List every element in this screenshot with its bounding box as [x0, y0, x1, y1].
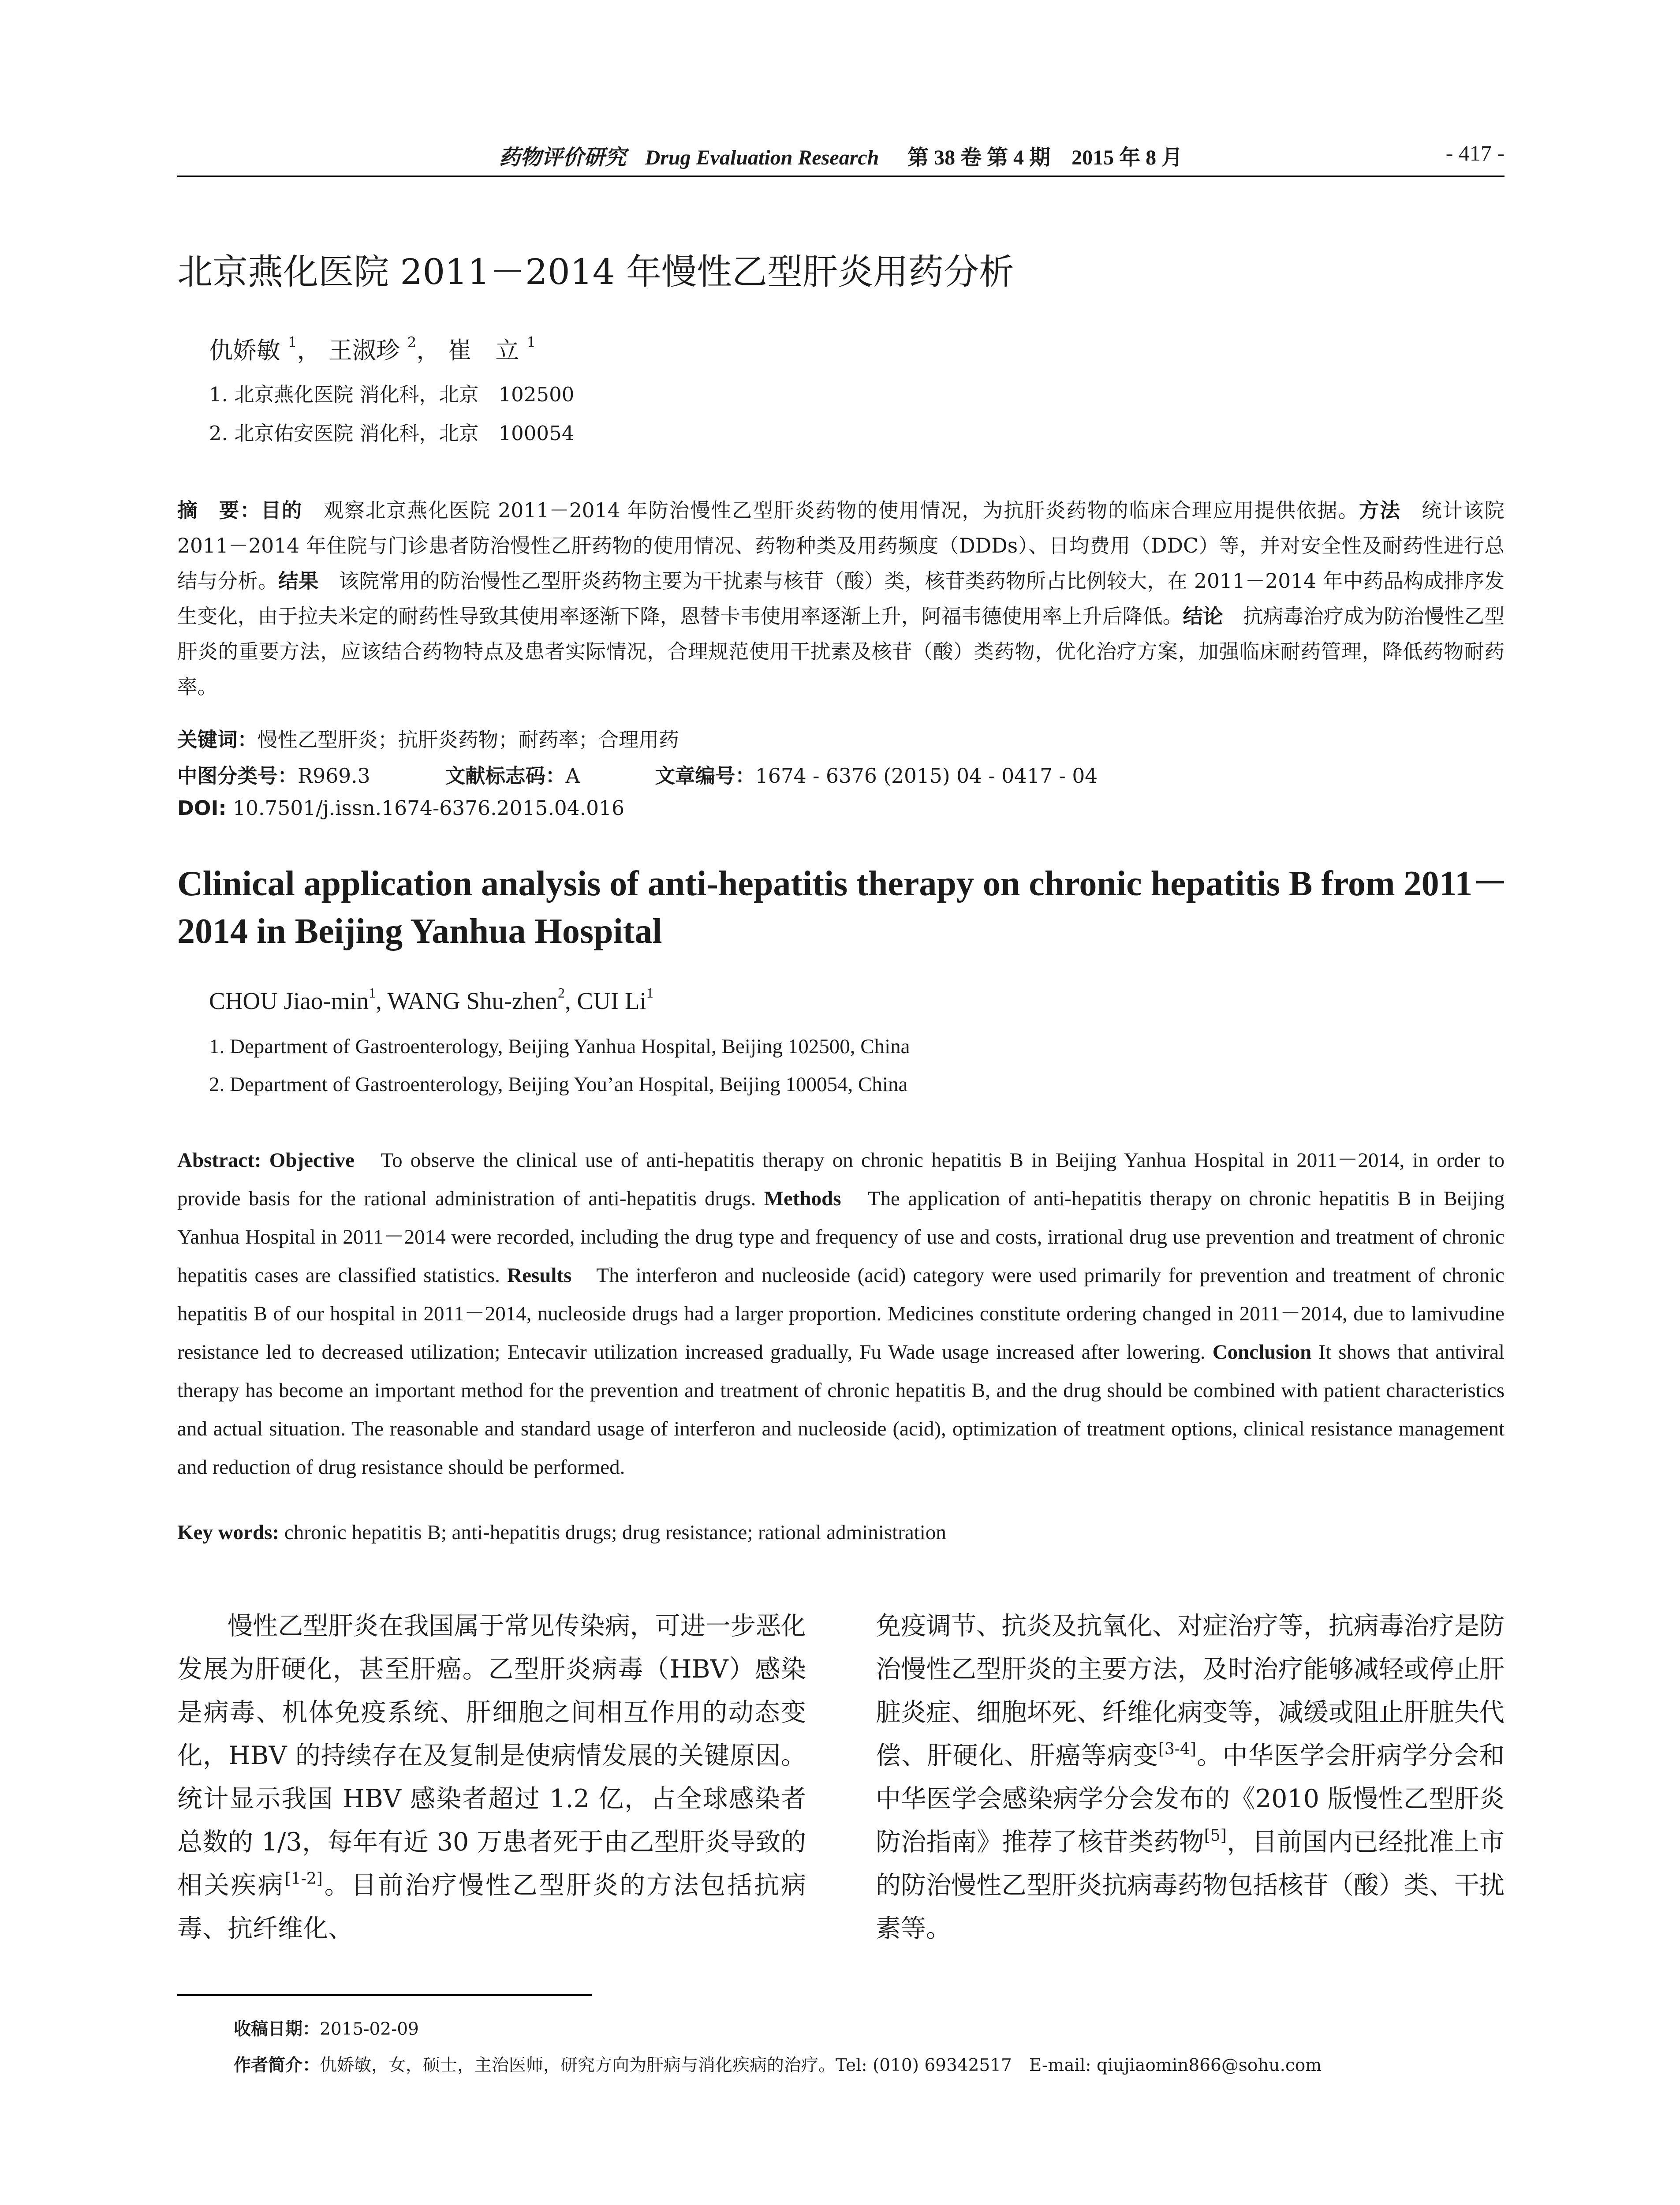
en-results-label: Results: [507, 1264, 572, 1287]
bio-label: 作者简介：: [234, 2056, 320, 2075]
en-affiliation-1: 1. Department of Gastroenterology, Beijing Yanhua Hospital, Beijing 102500, China: [209, 1035, 910, 1058]
citation-ref: [3-4]: [1158, 1740, 1196, 1758]
en-conclusion-text: It shows that antiviral therapy has become an important method for the prevention and treatment of chronic hepatitis B, and the drug should be combined with patient characteristics and actual situation. The reasonable and standard usage of interferon and nucleoside (acid), optimization of treatment options, clinical resistance management and reduction of drug resistance should be performed.: [177, 1341, 1505, 1479]
clc-label: 中图分类号：: [177, 764, 298, 788]
cn-results-label: 结果: [278, 569, 319, 593]
body-right-tail: ，目前国内已经批准上市的防治慢性乙型肝炎抗病毒药物包括核苷（酸）类、干扰素等。: [876, 1828, 1505, 1943]
cn-methods-text: 统计该院 2011－2014 年住院与门诊患者防治慢性乙肝药物的使用情况、药物种类及用药频度（DDDs）、日均费用（DDC）等，并对安全性及耐药性进行总结与分析。: [177, 499, 1505, 593]
en-methods-text: The application of anti-hepatitis therapy on chronic hepatitis B in Beijing Yanhua Hospital in 2011－2014 were recorded, including the drug type and frequency of use and costs, irrational drug use prevention and treatment of chronic hepatitis cases are classified statistics.: [177, 1187, 1505, 1287]
bio-text: 仇娇敏，女，硕士，主治医师，研究方向为肝病与消化疾病的治疗。Tel: (010) 69342517 E-mail: qiujiaomin866@sohu.com: [320, 2056, 1322, 2075]
received-date: 2015-02-09: [320, 2019, 419, 2039]
en-author-name: CHOU Jiao-min: [209, 987, 369, 1014]
cn-objective-label: 目的: [261, 499, 303, 522]
body-left-tail: 。目前治疗慢性乙型肝炎的方法包括抗病毒、抗纤维化、: [177, 1871, 806, 1943]
en-keywords-label: Key words:: [177, 1521, 280, 1544]
cn-keywords-text: 慢性乙型肝炎；抗肝炎药物；耐药率；合理用药: [258, 728, 679, 751]
en-objective-text: To observe the clinical use of anti-hepatitis therapy on chronic hepatitis B in Beijing Yanhua Hospital in 2011－2014, in order to provide basis for the rational administration of anti-hepatitis drugs.: [177, 1149, 1505, 1210]
doi-label: DOI:: [177, 796, 227, 820]
article-id-label: 文章编号：: [655, 764, 755, 788]
en-author-sup: 1: [646, 985, 653, 1001]
en-affiliation-2: 2. Department of Gastroenterology, Beijing You’an Hospital, Beijing 100054, China: [209, 1073, 908, 1096]
cn-authors: 仇娇敏 $^1$， 王淑珍 $^2$， 崔 立 $^1$: [209, 334, 536, 364]
en-author-separator: ,: [376, 987, 388, 1014]
en-abstract: [177, 1141, 1505, 1487]
doi-line: [177, 796, 624, 820]
en-methods-label: Methods: [764, 1187, 841, 1210]
cn-author-sup: 2: [407, 334, 417, 351]
body-right-mid: 。中华医学会肝病学分会和中华医学会感染病学分会发布的《2010 版慢性乙型肝炎防治指南》推荐了核苷类药物: [876, 1741, 1505, 1857]
en-article-title: Clinical application analysis of anti-hepatitis therapy on chronic hepatitis B from 2011－2014 in Beijing Yanhua Hospital: [177, 864, 1508, 951]
doc-code-label: 文献标志码：: [445, 764, 566, 788]
en-keywords: [177, 1521, 946, 1544]
cn-author-name: 仇娇敏: [209, 336, 280, 364]
footnote-author-bio: [234, 2052, 1322, 2076]
cn-author-name: 崔 立: [448, 336, 519, 364]
cn-classification-line: [177, 760, 1098, 789]
body-left-text: 慢性乙型肝炎在我国属于常见传染病，可进一步恶化发展为肝硬化，甚至肝癌。乙型肝炎病毒（HBV）感染是病毒、机体免疫系统、肝细胞之间相互作用的动态变化，HBV 的持续存在及复制是使病情发展的关键原因。统计显示我国 HBV 感染者超过 1.2 亿，占全球感染者总数的 1/3，每年有近 30 万患者死于由乙型肝炎导致的相关疾病: [177, 1611, 806, 1900]
running-header: [177, 140, 1505, 171]
en-conclusion-label: Conclusion: [1212, 1341, 1312, 1364]
cn-objective-text: 观察北京燕化医院 2011－2014 年防治慢性乙型肝炎药物的使用情况，为抗肝炎药物的临床合理应用提供依据。: [302, 499, 1359, 522]
en-author-separator: ,: [565, 987, 577, 1014]
cn-author-sup: 1: [526, 334, 536, 351]
header-rule: [177, 176, 1505, 177]
cn-abstract-label: 摘 要：: [177, 499, 261, 522]
cn-results-text: 该院常用的防治慢性乙型肝炎药物主要为干扰素与核苷（酸）类，核苷类药物所占比例较大，在 2011－2014 年中药品构成排序发生变化，由于拉夫米定的耐药性导致其使用率逐渐下降，恩替卡韦使用率逐渐上升，阿福韦德使用率上升后降低。: [177, 569, 1505, 628]
cn-affiliation-1: 1. 北京燕化医院 消化科，北京 102500: [209, 383, 575, 406]
body-column-left: [177, 1604, 806, 1950]
received-label: 收稿日期：: [234, 2019, 320, 2039]
citation-ref: [5]: [1204, 1827, 1227, 1845]
doc-code-value: A: [565, 764, 580, 788]
clc-value: R969.3: [298, 764, 370, 788]
en-results-text: The interferon and nucleoside (acid) category were used primarily for prevention and treatment of chronic hepatitis B of our hospital in 2011－2014, nucleoside drugs had a larger proportion. Medicines constitute ordering changed in 2011－2014, due to lamivudine resistance led to decreased utilization; Entecavir utilization increased gradually, Fu Wade usage increased after lowering.: [177, 1264, 1505, 1364]
en-authors: [209, 987, 653, 1015]
body-column-right: [876, 1604, 1505, 1950]
article-id-value: 1674 - 6376 (2015) 04 - 0417 - 04: [755, 764, 1098, 788]
journal-name-en: Drug Evaluation Research: [645, 146, 879, 169]
footnote-rule: [177, 1994, 592, 1996]
cn-keywords: [177, 724, 679, 753]
body-right-text: 免疫调节、抗炎及抗氧化、对症治疗等，抗病毒治疗是防治慢性乙型肝炎的主要方法，及时治疗能够减轻或停止肝脏炎症、细胞坏死、纤维化病变等，减缓或阻止肝脏失代偿、肝硬化、肝癌等病变: [876, 1611, 1505, 1770]
issue-info: 第 38 卷 第 4 期 2015 年 8 月: [907, 146, 1183, 169]
en-author-sup: 1: [369, 985, 376, 1001]
page-number: - 417 -: [1445, 141, 1505, 165]
en-keywords-text: chronic hepatitis B; anti-hepatitis drugs; drug resistance; rational administration: [279, 1521, 946, 1544]
doi-value: 10.7501/j.issn.1674-6376.2015.04.016: [233, 796, 625, 820]
journal-line: [177, 140, 1505, 171]
footnote-received: [234, 2015, 419, 2040]
en-abstract-label: Abstract:: [177, 1149, 261, 1172]
citation-ref: [1-2]: [284, 1870, 323, 1888]
cn-methods-label: 方法: [1359, 499, 1401, 522]
cn-keywords-label: 关键词：: [177, 728, 258, 751]
cn-abstract: [177, 493, 1505, 705]
cn-author-name: 王淑珍: [328, 336, 400, 364]
en-objective-label: Objective: [269, 1149, 355, 1172]
en-author-sup: 2: [558, 985, 565, 1001]
cn-author-sup: 1: [288, 334, 297, 351]
cn-article-title: 北京燕化医院 2011－2014 年慢性乙型肝炎用药分析: [177, 251, 1015, 292]
cn-conclusion-label: 结论: [1183, 605, 1223, 628]
cn-conclusion-text: 抗病毒治疗成为防治慢性乙型肝炎的重要方法，应该结合药物特点及患者实际情况，合理规范使用干扰素及核苷（酸）类药物，优化治疗方案，加强临床耐药管理，降低药物耐药率。: [177, 605, 1505, 699]
journal-logo-cn: 药物评价研究: [499, 145, 626, 170]
en-author-name: CUI Li: [577, 987, 646, 1014]
cn-affiliation-2: 2. 北京佑安医院 消化科，北京 100054: [209, 422, 575, 445]
en-author-name: WANG Shu-zhen: [387, 987, 558, 1014]
